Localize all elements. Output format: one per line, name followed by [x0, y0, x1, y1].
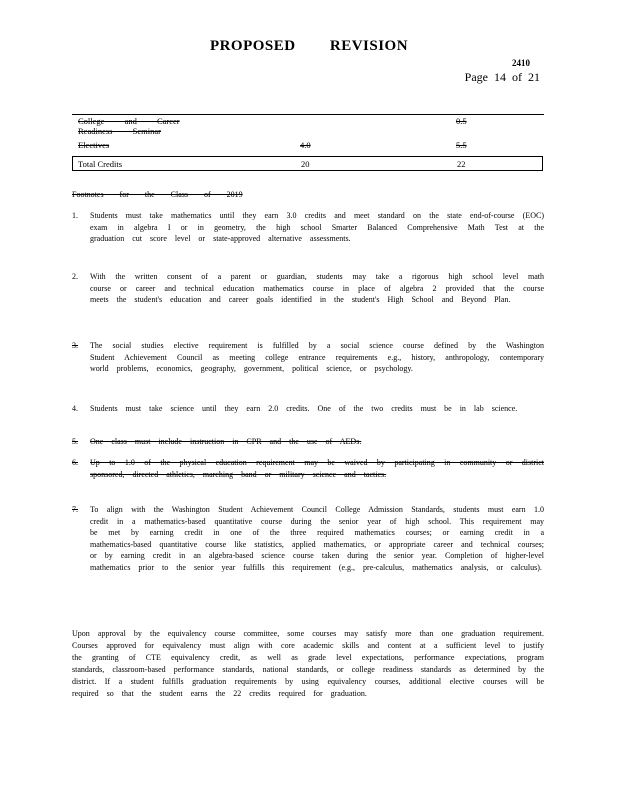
footnote-number: 2.	[72, 272, 78, 281]
policy-number: 2410	[512, 58, 530, 68]
credits-row-col2: 0.5	[456, 116, 467, 126]
document-title: PROPOSED REVISION	[209, 38, 409, 54]
footnote-7	[72, 504, 544, 574]
footnote-text: Up to 1.0 of the physical education requirement may be waived by participating in community or district sponsored, directed athletics, marching band or military science and tactics.	[90, 458, 544, 479]
credits-row-label: Electives	[78, 140, 110, 150]
footnote-6	[72, 457, 544, 480]
footnote-text: To align with the Washington Student Achievement Council College Admission Standards, students must earn 1.0 credit in a mathematics-based quantitative course during the senior year of high school. This requirement may be met by earning credit in one of the three required mathematics courses; or earning credit in a mathematics-based quantitative course like statistics, applied mathematics, or appropriate career and technical courses; or by earning credit in an algebra-based science course taken during the senior year. Completion of higher-level mathematics prior to the senior year fulfills this requirement (e.g., pre-calculus, mathematics analysis, or calculus).	[90, 505, 544, 572]
footnote-5	[72, 436, 544, 448]
credits-row	[72, 116, 544, 140]
footnote-number: 6.	[72, 458, 78, 467]
footnotes-heading: Footnotes for the Class of 2019	[72, 190, 243, 199]
credits-row-col2: 5.5	[456, 140, 467, 150]
footnote-number: 3.	[72, 341, 78, 350]
footnote-1	[72, 210, 544, 245]
table-top-rule	[72, 114, 544, 115]
footnote-text: One class must include instruction in CPR and the use of AEDs.	[90, 437, 362, 446]
footnote-number: 5.	[72, 437, 78, 446]
footnote-text: With the written consent of a parent or guardian, students may take a rigorous high school level math course or career and technical education mathematics course in place of algebra 2 provided that the course meets the student's education and career goals identified in the student's High School and Beyond Plan.	[90, 272, 544, 305]
credits-row-col1: 4.0	[300, 140, 311, 150]
footnote-4	[72, 403, 544, 415]
footnote-number: 7.	[72, 505, 78, 514]
footnote-number: 1.	[72, 211, 78, 220]
footnote-text: The social studies elective requirement is fulfilled by a social science course defined by the Washington Student Achievement Council as meeting college entrance requirements e.g., history, anthropology, contemporary world problems, economics, geography, government, political science, or psychology.	[90, 341, 544, 374]
footnote-text: Students must take mathematics until they earn 3.0 credits and meet standard on the state end-of-course (EOC) exam in algebra I or in geometry, the high school Smarter Balanced Comprehensive Math Test at the graduation cut score level or state-approved alternative assessments.	[90, 211, 544, 244]
footnote-number: 4.	[72, 404, 78, 413]
credits-row-label: College and Career Readiness Seminar	[78, 116, 180, 136]
footnote-2	[72, 271, 544, 306]
credits-table	[72, 116, 544, 152]
total-credits-col2: 22	[457, 159, 466, 169]
credits-row	[72, 140, 544, 152]
closing-paragraph: Upon approval by the equivalency course committee, some courses may satisfy more than one graduation requirement. Courses approved for equivalency must align with core academic skills and content at a sufficient level to justify the granting of CTE equivalency credit, as well as grade level expectations, performance expectations, program standards, classroom-based performance standards, national standards, or college readiness standards as determined by the district. If a student fulfills graduation requirements by using equivalency courses, additional elective courses will be required so that the student earns the 22 credits required for graduation.	[72, 629, 544, 698]
page-number: Page 14 of 21	[464, 70, 540, 84]
footnote-3	[72, 340, 544, 375]
footnote-text: Students must take science until they earn 2.0 credits. One of the two credits must be in lab science.	[90, 404, 518, 413]
total-credits-col1: 20	[301, 159, 310, 169]
total-credits-row	[72, 156, 543, 171]
total-credits-label: Total Credits	[78, 159, 123, 169]
